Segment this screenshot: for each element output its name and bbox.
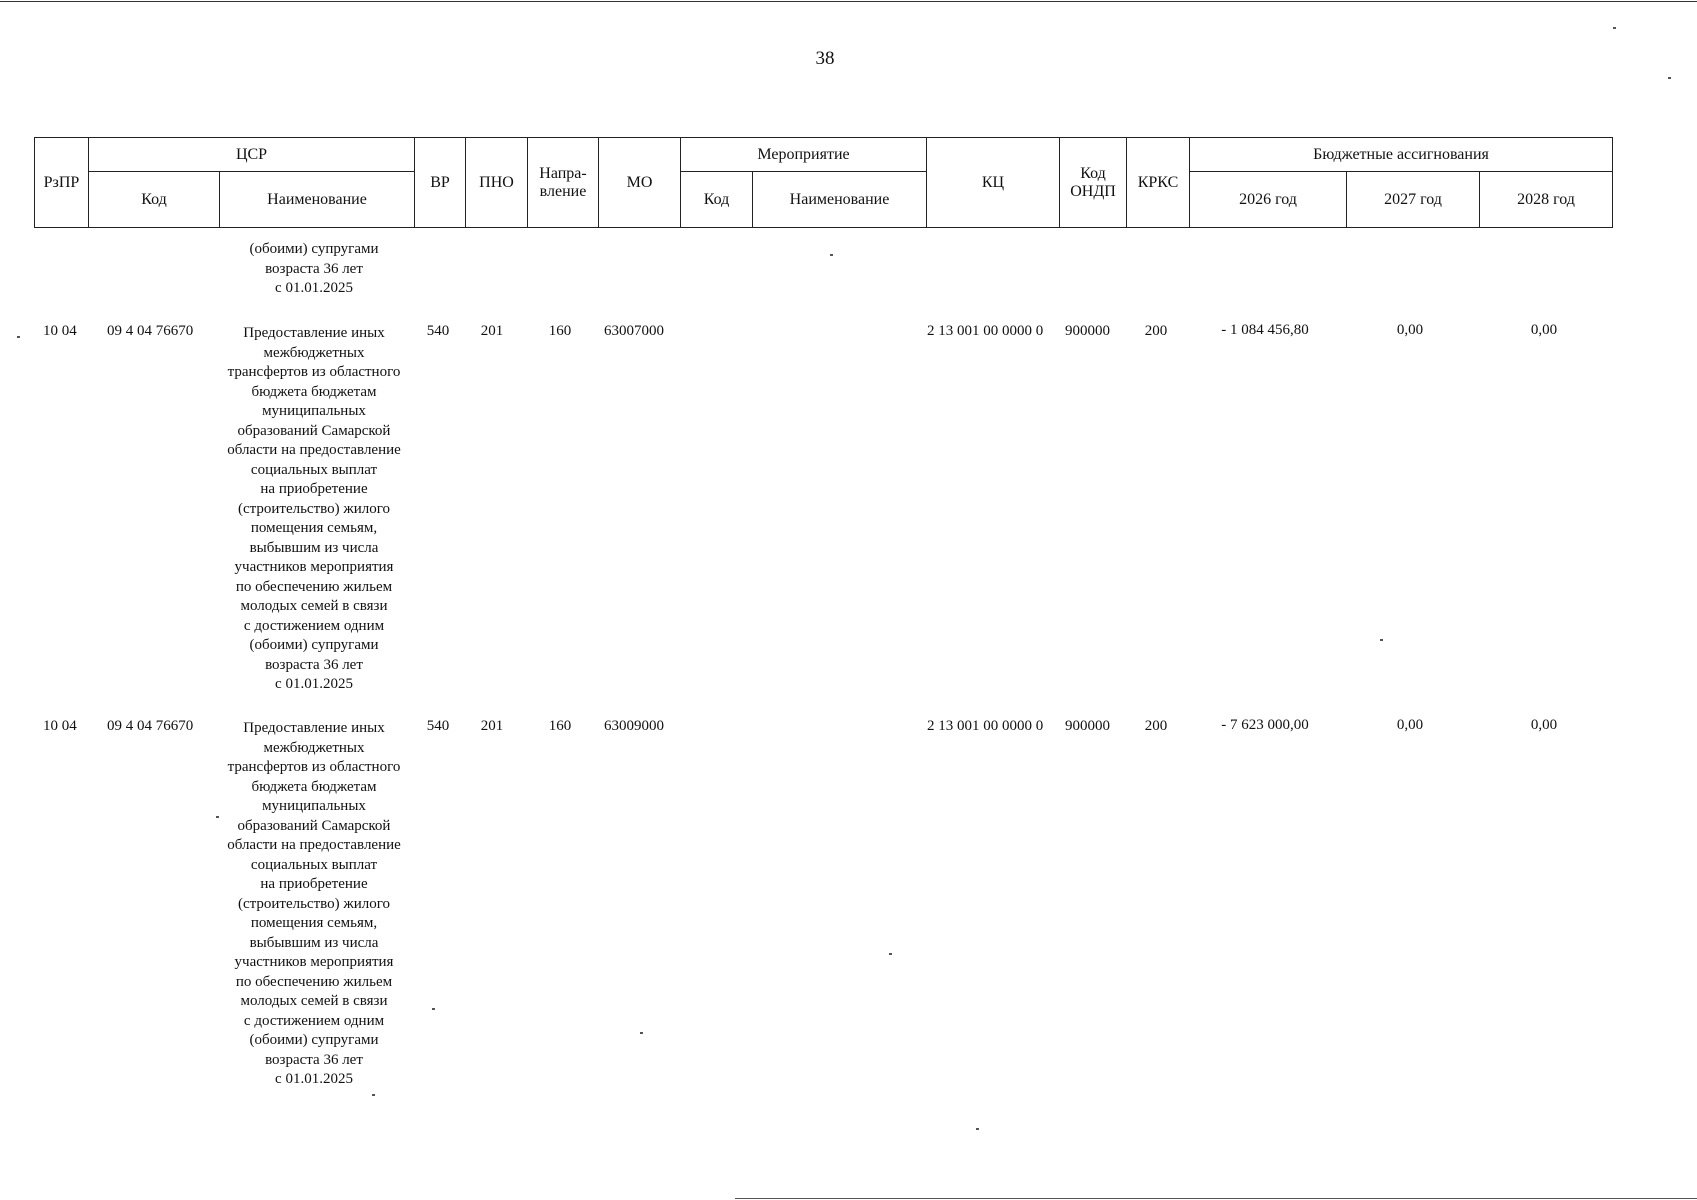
row-mo: 63009000 <box>604 718 664 734</box>
header-budget: Бюджетные ассигнования <box>1190 138 1613 172</box>
row-ondp: 900000 <box>1065 718 1110 734</box>
scan-speck <box>889 953 892 955</box>
row-mo: 63007000 <box>604 323 664 339</box>
header-event-code: Код <box>681 172 753 228</box>
header-ondp: Код ОНДП <box>1060 138 1127 228</box>
header-csr-code: Код <box>89 172 220 228</box>
header-direction: Напра- вление <box>528 138 599 228</box>
row-vr: 540 <box>426 718 450 734</box>
scan-speck <box>372 1094 375 1096</box>
scan-speck <box>1613 27 1616 29</box>
row-csr-code: 09 4 04 76670 <box>107 718 194 734</box>
row-pno: 201 <box>480 323 504 339</box>
row-csr-code: 09 4 04 76670 <box>107 323 194 339</box>
continuation-text: (обоими) супругами возраста 36 лет с 01.01.2025 <box>249 241 379 296</box>
row-rzpr: 10 04 <box>43 718 77 734</box>
row-amount-2028: 0,00 <box>1530 717 1558 733</box>
header-pno: ПНО <box>466 138 528 228</box>
row-direction: 160 <box>548 323 572 339</box>
row-amount-2027: 0,00 <box>1396 322 1424 338</box>
header-vr: ВР <box>415 138 466 228</box>
row-amount-2027: 0,00 <box>1396 717 1424 733</box>
page-number: 38 <box>815 48 835 69</box>
row-amount-2026: - 7 623 000,00 <box>1221 717 1309 733</box>
header-kc: КЦ <box>927 138 1060 228</box>
scan-speck <box>17 336 20 338</box>
scan-speck <box>1380 639 1383 641</box>
row-direction: 160 <box>548 718 572 734</box>
row-vr: 540 <box>426 323 450 339</box>
table-header <box>34 137 1613 228</box>
header-event-name: Наименование <box>753 172 927 228</box>
row-kc: 2 13 001 00 0000 0 <box>927 718 1044 734</box>
scan-speck <box>830 254 833 256</box>
header-year-2028: 2028 год <box>1480 172 1613 228</box>
row-name: Предоставление иных межбюджетных трансфертов из областного бюджета бюджетам муниципальных образований Самарской области на предоставление социальных выплат на приобретение (строительство) жилого помещения семьям, выбывшим из числа участников мероприятия по обеспечению жильем молодых семей в связи с достижением одним (обоими) супругами возраста 36 лет с 01.01.2025 <box>227 325 401 692</box>
row-kc: 2 13 001 00 0000 0 <box>927 323 1044 339</box>
row-pno: 201 <box>480 718 504 734</box>
row-krks: 200 <box>1144 323 1168 339</box>
row-ondp: 900000 <box>1065 323 1110 339</box>
scan-speck <box>1668 77 1671 79</box>
scan-speck <box>976 1128 979 1130</box>
header-rzpr: РзПР <box>35 138 89 228</box>
header-mo: МО <box>599 138 681 228</box>
header-csr-name: Наименование <box>220 172 415 228</box>
bottom-border-line <box>735 1198 1697 1199</box>
header-event: Мероприятие <box>681 138 927 172</box>
row-krks: 200 <box>1144 718 1168 734</box>
top-border-line <box>0 1 1697 2</box>
row-amount-2028: 0,00 <box>1530 322 1558 338</box>
header-year-2027: 2027 год <box>1347 172 1480 228</box>
row-rzpr: 10 04 <box>43 323 77 339</box>
header-krks: КРКС <box>1127 138 1190 228</box>
row-name: Предоставление иных межбюджетных трансфертов из областного бюджета бюджетам муниципальных образований Самарской области на предоставление социальных выплат на приобретение (строительство) жилого помещения семьям, выбывшим из числа участников мероприятия по обеспечению жильем молодых семей в связи с достижением одним (обоими) супругами возраста 36 лет с 01.01.2025 <box>227 720 401 1087</box>
header-csr: ЦСР <box>89 138 415 172</box>
scan-speck <box>640 1032 643 1034</box>
row-amount-2026: - 1 084 456,80 <box>1221 322 1309 338</box>
header-year-2026: 2026 год <box>1190 172 1347 228</box>
scan-speck <box>432 1008 435 1010</box>
scan-speck <box>216 816 219 818</box>
